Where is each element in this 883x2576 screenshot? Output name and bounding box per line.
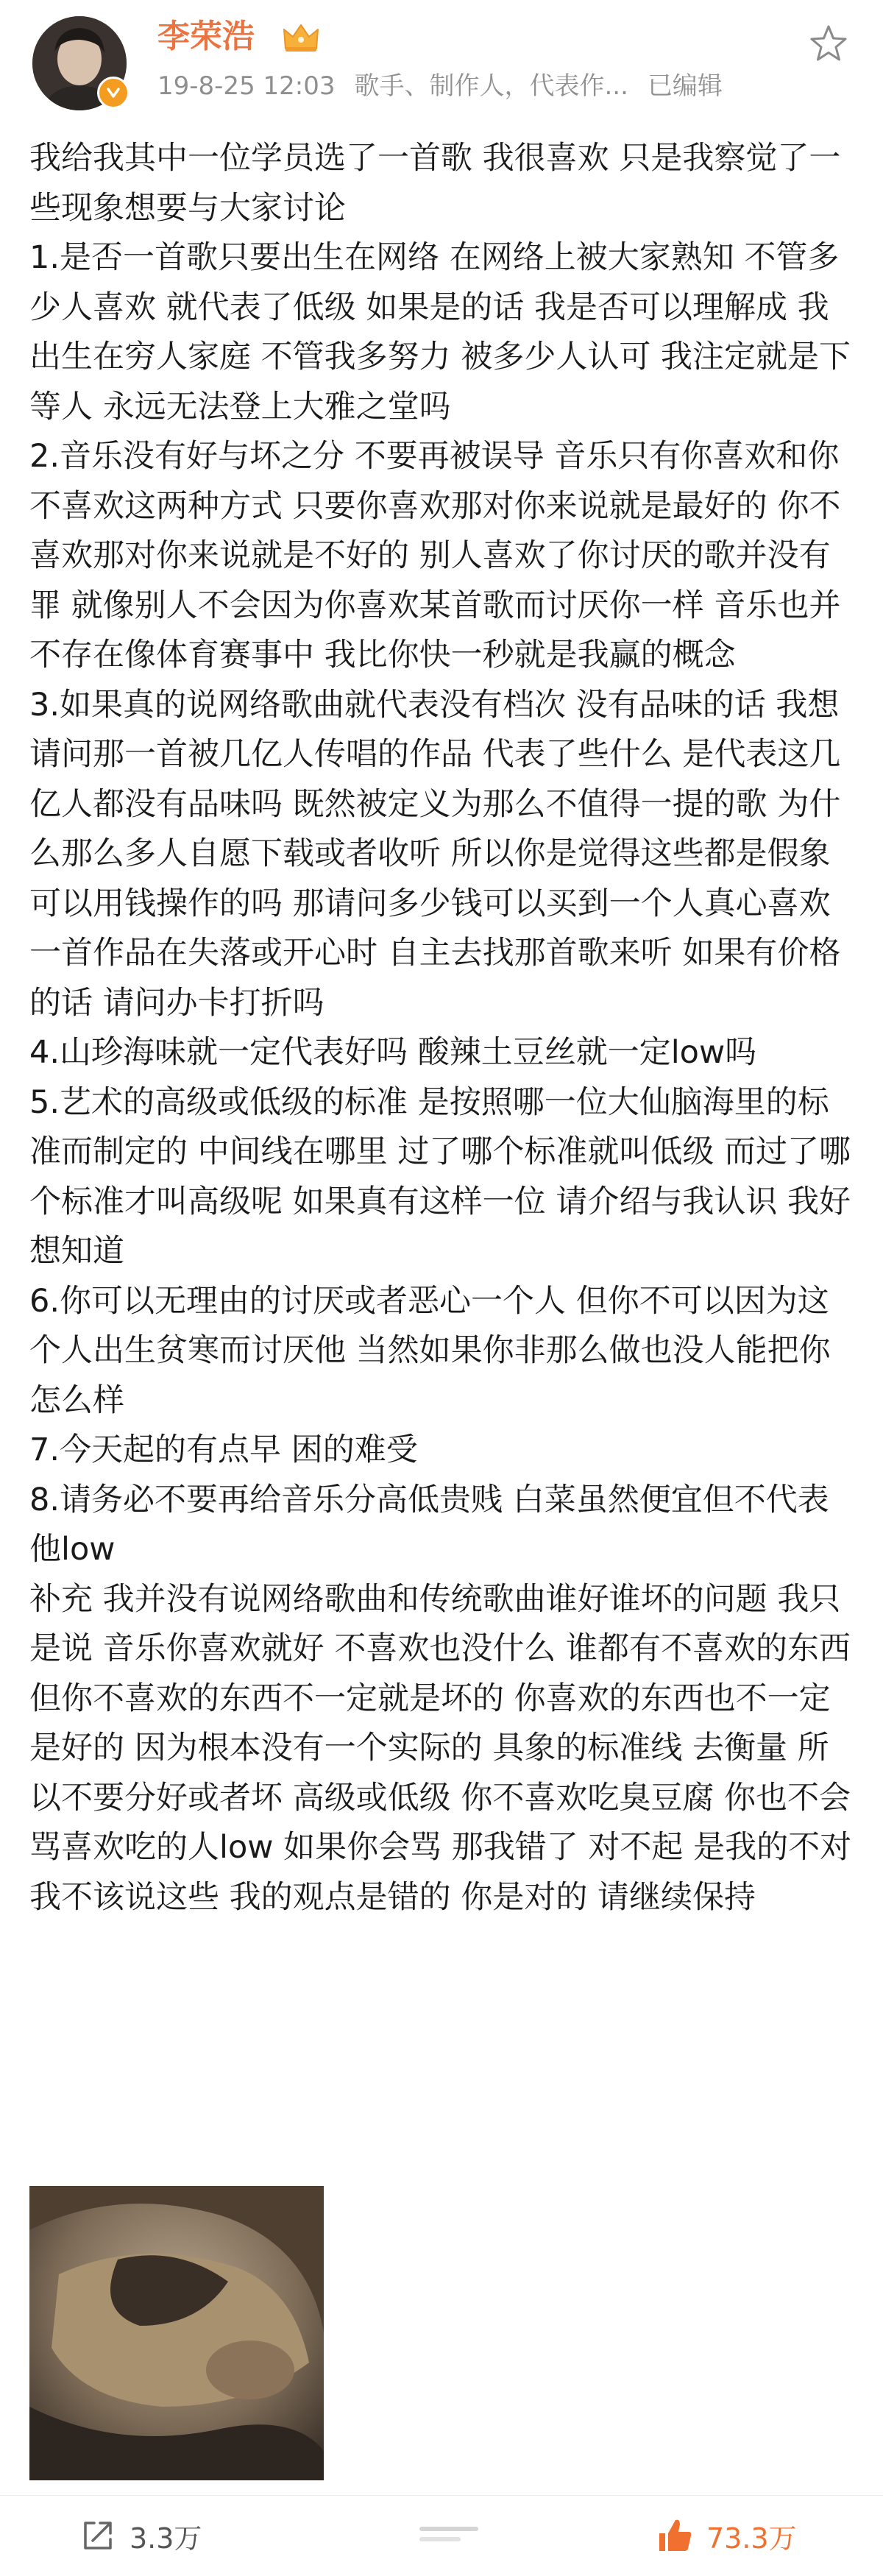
post-body [29,134,859,1922]
like-button[interactable] [655,2515,797,2556]
repost-button[interactable] [79,2515,202,2556]
crown-icon [281,21,321,54]
post-footer [0,2495,883,2576]
post-header [0,0,883,110]
post-paragraph: 4.山珍海味就一定代表好吗 酸辣土豆丝就一定low吗 [29,1034,757,1071]
like-count: 73.3万 [706,2522,797,2555]
post-paragraph: 6.你可以无理由的讨厌或者恶心一个人 但你不可以因为这个人出生贫寒而讨厌他 当然如果你非那么做也没人能把你怎么样 [29,1282,831,1419]
bear-photo-icon [29,2186,324,2480]
post-paragraph: 我给我其中一位学员选了一首歌 我很喜欢 只是我察觉了一些现象想要与大家讨论 [29,140,841,227]
share-icon [79,2517,116,2554]
post-paragraph: 7.今天起的有点早 困的难受 [29,1432,418,1468]
author-bio[interactable]: 歌手、制作人，代表作... [354,71,628,101]
post-image[interactable] [29,2186,324,2480]
post-paragraph: 8.请务必不要再给音乐分高低贵贱 白菜虽然便宜但不代表他low [29,1481,829,1568]
post-paragraph: 3.如果真的说网络歌曲就代表没有档次 没有品味的话 我想请问那一首被几亿人传唱的作品 代表了些什么 是代表这几亿人都没有品味吗 既然被定义为那么不值得一提的歌 为什么那么多人自愿下载或者收听 所以你是觉得这些都是假象可以用钱操作的吗 那请问多少钱可以买到一个人真心喜欢一首作品在失落或开心时 自主去找那首歌来听 如果有价格的话 请问办卡打折吗 [29,686,841,1022]
favorite-star-icon[interactable] [806,22,851,66]
post-meta [157,69,742,103]
author-name[interactable]: 李荣浩 [157,18,255,55]
post-paragraph: 2.音乐没有好与坏之分 不要再被误导 音乐只有你喜欢和你不喜欢这两种方式 只要你喜欢那对你来说就是最好的 你不喜欢那对你来说就是不好的 别人喜欢了你讨厌的歌并没有罪 就像别人不会因为你喜欢某首歌而讨厌你一样 音乐也并不存在像体育赛事中 我比你快一秒就是我赢的概念 [29,438,841,673]
post-paragraph: 5.艺术的高级或低级的标准 是按照哪一位大仙脑海里的标准而制定的 中间线在哪里 过了哪个标准就叫低级 而过了哪个标准才叫高级呢 如果真有这样一位 请介绍与我认识 我好想知道 [29,1083,851,1270]
verified-badge-icon [97,77,130,109]
edited-label[interactable]: 已编辑 [647,71,723,101]
post-paragraph: 补充 我并没有说网络歌曲和传统歌曲谁好谁坏的问题 我只是说 音乐你喜欢就好 不喜欢也没什么 谁都有不喜欢的东西 但你不喜欢的东西不一定就是坏的 你喜欢的东西也不一定是好的 因为根本没有一个实际的 具象的标准线 去衡量 所以不要分好或者坏 高级或低级 你不喜欢吃臭豆腐 你也不会骂喜欢吃的人low 如果你会骂 那我错了 对不起 是我的不对 我不该说这些 我的观点是错的 你是对的 请继续保持 [29,1580,852,1916]
thumbs-up-icon [655,2516,695,2555]
comment-icon[interactable] [412,2516,486,2553]
repost-count: 3.3万 [130,2522,202,2555]
post-paragraph: 1.是否一首歌只要出生在网络 在网络上被大家熟知 不管多少人喜欢 就代表了低级 如果是的话 我是否可以理解成 我出生在穷人家庭 不管我多努力 被多少人认可 我注定就是下等人 永远无法登上大雅之堂吗 [29,239,851,425]
post-date: 19-8-25 12:03 [157,71,336,101]
